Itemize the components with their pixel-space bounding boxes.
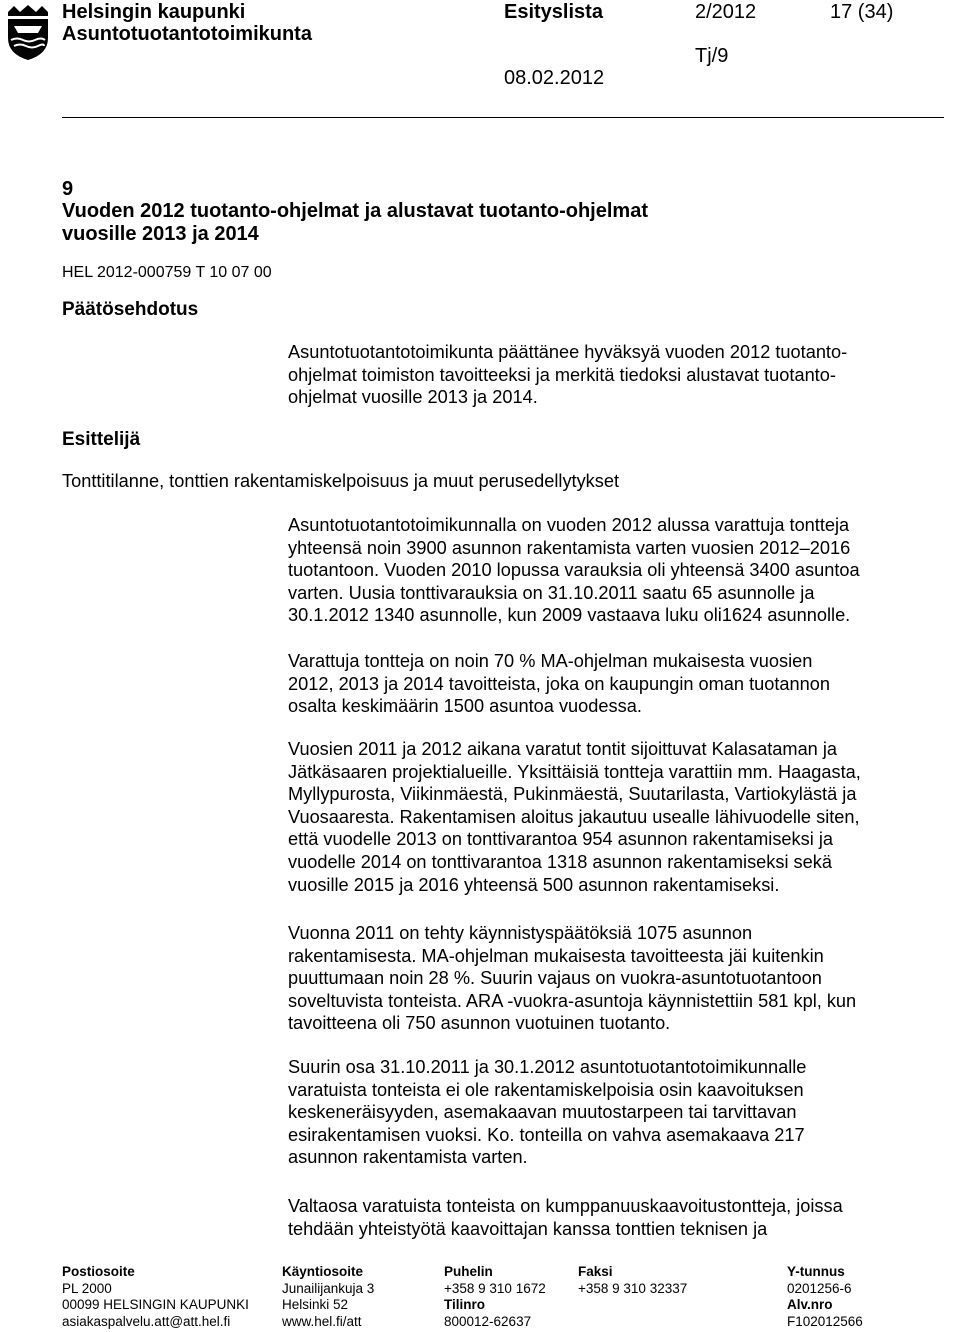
footer-postal [62,1264,249,1330]
footer-business-id [787,1264,863,1330]
footer-visiting [282,1264,374,1330]
doc-type: Esityslista [504,1,603,23]
paragraph-line: Valtaosa varatuista tonteista on kumppanuuskaavoitustontteja, joissa [288,1196,843,1216]
helsinki-crest-logo [2,2,54,62]
paragraph-line: Suurin osa 31.10.2011 ja 30.1.2012 asuntotuotantotoimikunnalle [288,1057,807,1077]
decision-line: ohjelmat vuosille 2013 ja 2014. [288,387,538,408]
paragraph [288,650,948,718]
decision-line: Asuntotuotantotoimikunta päättänee hyväksyä vuoden 2012 tuotanto- [288,342,848,362]
section-heading: Tonttitilanne, tonttien rakentamiskelpoisuus ja muut perusedellytykset [62,471,620,491]
footer-email-link[interactable]: asiakaspalvelu.att@att.hel.fi [62,1313,231,1329]
paragraph-line: Varattuja tontteja on noin 70 % MA-ohjelman mukaisesta vuosien [288,651,813,671]
footer-value: +358 9 310 32337 [578,1280,688,1296]
paragraph-line: varten. Uusia tonttivarauksia on 31.10.2011 saatu 65 asunnolle ja [288,582,815,603]
footer-value: Helsinki 52 [282,1297,349,1312]
paragraph-line: 2012, 2013 ja 2014 tavoitteista, joka on kaupungin oman tuotannon [288,673,831,694]
decision-label: Päätösehdotus [62,299,199,320]
paragraph-line: että vuodelle 2013 on tonttivarantoa 954 asunnon rakentamiseksi ja [288,829,833,850]
footer-phone [444,1264,546,1330]
item-reference: HEL 2012-000759 T 10 07 00 [62,264,272,281]
item-title-line: Vuoden 2012 tuotanto-ohjelmat ja alustavat tuotanto-ohjelmat [62,200,648,222]
item-number: 9 [62,178,74,200]
paragraph-line: Jätkäsaaren projektialueille. Yksittäisiä tontteja varattiin mm. Haagasta, [288,761,861,782]
page-number: 17 (34) [830,1,894,23]
paragraph-line: tuotantoon. Vuoden 2010 lopussa varauksia oli yhteensä 3400 asuntoa [288,560,860,581]
footer-website-link[interactable]: www.hel.fi/att [282,1313,362,1329]
paragraph-line: vuosille 2015 ja 2016 yhteensä 500 asunnon rakentamiseksi. [288,874,780,895]
paragraph-line: keskeneräisyyden, asemakaavan muutostarpeen tai tarvittavan [288,1102,797,1123]
paragraph [288,922,948,1035]
paragraph-line: tehdään yhteistyötä kaavoittajan kanssa tonttien teknisen ja [288,1218,768,1239]
footer-value: 00099 HELSINGIN KAUPUNKI [62,1297,249,1312]
paragraph-line: Vuosien 2011 ja 2012 aikana varatut tontit sijoittuvat Kalasataman ja [288,739,838,759]
paragraph-line: osalta keskimäärin 1500 asuntoa vuodessa. [288,696,642,717]
footer-value: +358 9 310 1672 [444,1280,546,1296]
paragraph-line: Asuntotuotantotoimikunnalla on vuoden 2012 alussa varattuja tontteja [288,515,850,535]
paragraph-line: tavoitteena oli 750 asunnon vuotuinen tuotanto. [288,1013,671,1034]
paragraph-line: 30.1.2012 1340 asunnolle, kun 2009 vastaava luku oli1624 asunnolle. [288,605,851,626]
presenter-label: Esittelijä [62,429,141,450]
paragraph-line: esirakentamisen vuoksi. Ko. tonteilla on vahva asemakaava 217 [288,1124,805,1145]
paragraph-line: vuodelle 2014 on tonttivarantoa 1318 asunnon rakentamiseksi sekä [288,851,832,872]
paragraph [288,1195,948,1240]
doc-number: 2/2012 [695,1,757,23]
paragraph-line: rakentamisesta. MA-ohjelman mukaisesta tavoitteesta jäi kuitenkin [288,945,824,966]
agenda-ref: Tj/9 [695,45,729,67]
paragraph [288,738,948,896]
paragraph-line: soveltuvista tonteista. ARA -vuokra-asuntoja käynnistettiin 581 kpl, kun [288,990,857,1011]
decision-text [288,341,948,409]
paragraph-line: puuttumaan noin 28 %. Suurin vajaus on vuokra-asuntotuotantoon [288,968,822,989]
footer-label: Käyntiosoite [282,1264,364,1279]
footer-value: 0201256-6 [787,1280,852,1296]
footer-value: F102012566 [787,1313,863,1329]
department-name: Asuntotuotantotoimikunta [62,23,312,45]
paragraph-line: yhteensä noin 3900 asunnon rakentamista varten vuosien 2012–2016 [288,537,851,558]
paragraph-line: Myllypurosta, Viikinmäestä, Pukinmäestä, Suutarilasta, Vartiokylästä ja [288,784,857,805]
item-title [62,200,862,246]
paragraph [288,514,948,627]
org-name: Helsingin kaupunki [62,1,246,23]
header-divider [62,117,944,118]
paragraph-line: asunnon rakentamista varten. [288,1147,528,1168]
decision-line: ohjelmat toimiston tavoitteeksi ja merkitä tiedoksi alustavat tuotanto- [288,364,836,385]
footer-label: Tilinro [444,1297,486,1312]
footer-value: 800012-62637 [444,1313,532,1329]
paragraph-line: varatuista tonteista ei ole rakentamiskelpoisia osin kaavoituksen [288,1079,804,1100]
footer-value: Junailijankuja 3 [282,1280,375,1296]
footer-value: PL 2000 [62,1280,112,1296]
footer-label: Alv.nro [787,1297,833,1312]
footer-label: Faksi [578,1264,613,1279]
footer-fax [578,1264,687,1297]
footer-label: Puhelin [444,1264,493,1279]
paragraph-line: Vuonna 2011 on tehty käynnistyspäätöksiä 1075 asunnon [288,923,753,943]
footer-label: Y-tunnus [787,1264,845,1279]
paragraph [288,1056,948,1169]
meeting-date: 08.02.2012 [504,67,605,89]
footer-label: Postiosoite [62,1264,135,1279]
paragraph-line: Vuosaaresta. Rakentamisen aloitus jakautuu usealle lähivuodelle siten, [288,806,860,827]
item-title-line: vuosille 2013 ja 2014 [62,223,259,245]
